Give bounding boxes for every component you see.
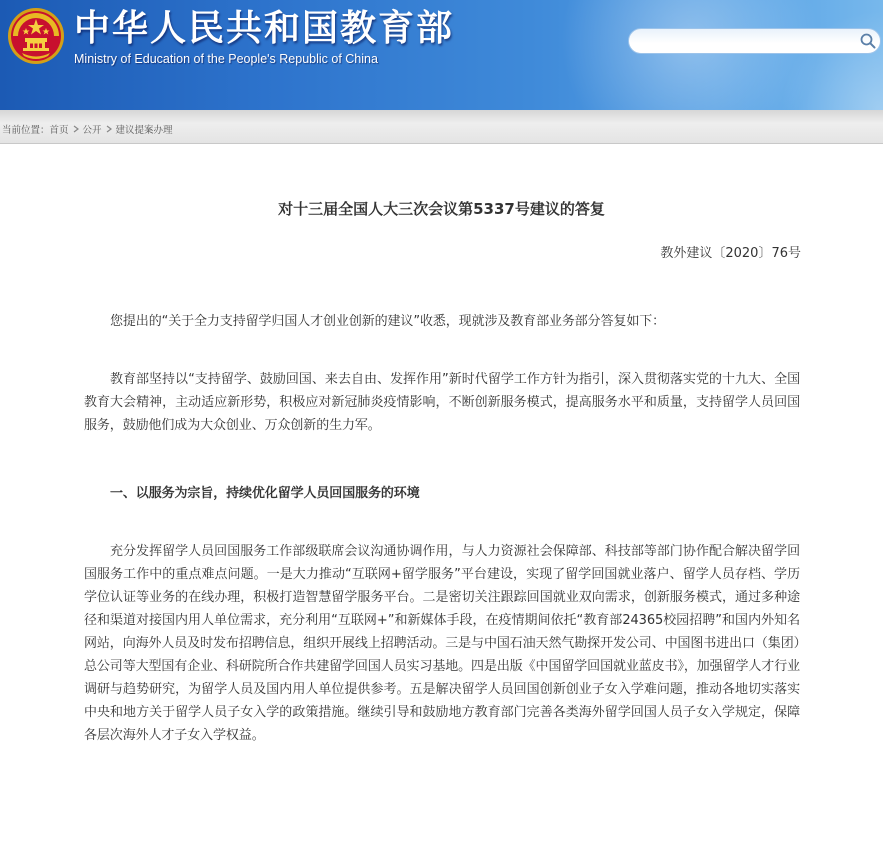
breadcrumb-item-home[interactable]: 首页 [49,125,69,136]
breadcrumb-bar [0,110,883,144]
paragraph: 充分发挥留学人员回国服务工作部级联席会议沟通协调作用，与人力资源社会保障部、科技部等部门协作配合解决留学回国服务工作中的重点难点问题。一是大力推动“互联网+留学服务”平台建设，实现了留学回国就业落户、留学人员存档、学历学位认证等业务的在线办理，积极打造智慧留学服务平台。二是密切关注跟踪回国就业双向需求，创新服务模式，通过多种途径和渠道对接国内用人单位需求，充分利用“互联网+”和新媒体手段，在疫情期间依托“教育部24365校园招聘”和国内外知名网站，向海外人员及时发布招聘信息，组织开展线上招聘活动。三是与中国石油天然气勘探开发公司、中国图书进出口（集团）总公司等大型国有企业、科研院所合作共建留学回国人员实习基地。四是出版《中国留学回国就业蓝皮书》，加强留学人才行业调研与趋势研究，为留学人员及国内用人单位提供参考。五是解决留学人员回国创新创业子女入学难问题，推动各地切实落实中央和地方关于留学人员子女入学的政策措施。继续引导和鼓励地方教育部门完善各类海外留学回国人员子女入学规定，保障各层次海外人才子女入学权益。 [84,544,800,743]
chevron-right-icon [72,125,80,133]
national-emblem-icon[interactable] [6,6,66,66]
page-title: 对十三届全国人大三次会议第5337号建议的答复 [278,200,605,218]
site-title[interactable]: 中华人民共和国教育部 [74,8,455,49]
paragraph: 教育部坚持以“支持留学、鼓励回国、来去自由、发挥作用”新时代留学工作方针为指引，深入贯彻落实党的十九大、全国教育大会精神，主动适应新形势，积极应对新冠肺炎疫情影响，不断创新服务模式，提高服务水平和质量，支持留学人员回国服务，鼓励他们成为大众创业、万众创新的生力军。 [84,372,800,433]
site-subtitle: Ministry of Education of the People's Republic of China [74,52,378,66]
search-box [628,28,881,54]
breadcrumb-prefix: 当前位置： [2,125,50,136]
document-number: 教外建议〔2020〕76号 [660,246,801,261]
chevron-right-icon [105,125,113,133]
section-heading: 一、以服务为宗旨，持续优化留学人员回国服务的环境 [110,486,420,501]
site-header [0,0,883,110]
search-icon[interactable] [858,31,878,51]
breadcrumb-item-proposals[interactable]: 建议提案办理 [115,125,173,136]
search-input[interactable] [641,32,855,52]
article [0,144,883,843]
breadcrumb-item-public[interactable]: 公开 [82,125,102,136]
breadcrumb [2,122,173,136]
paragraph: 您提出的“关于全力支持留学归国人才创业创新的建议”收悉，现就涉及教育部业务部分答复如下： [110,314,666,329]
